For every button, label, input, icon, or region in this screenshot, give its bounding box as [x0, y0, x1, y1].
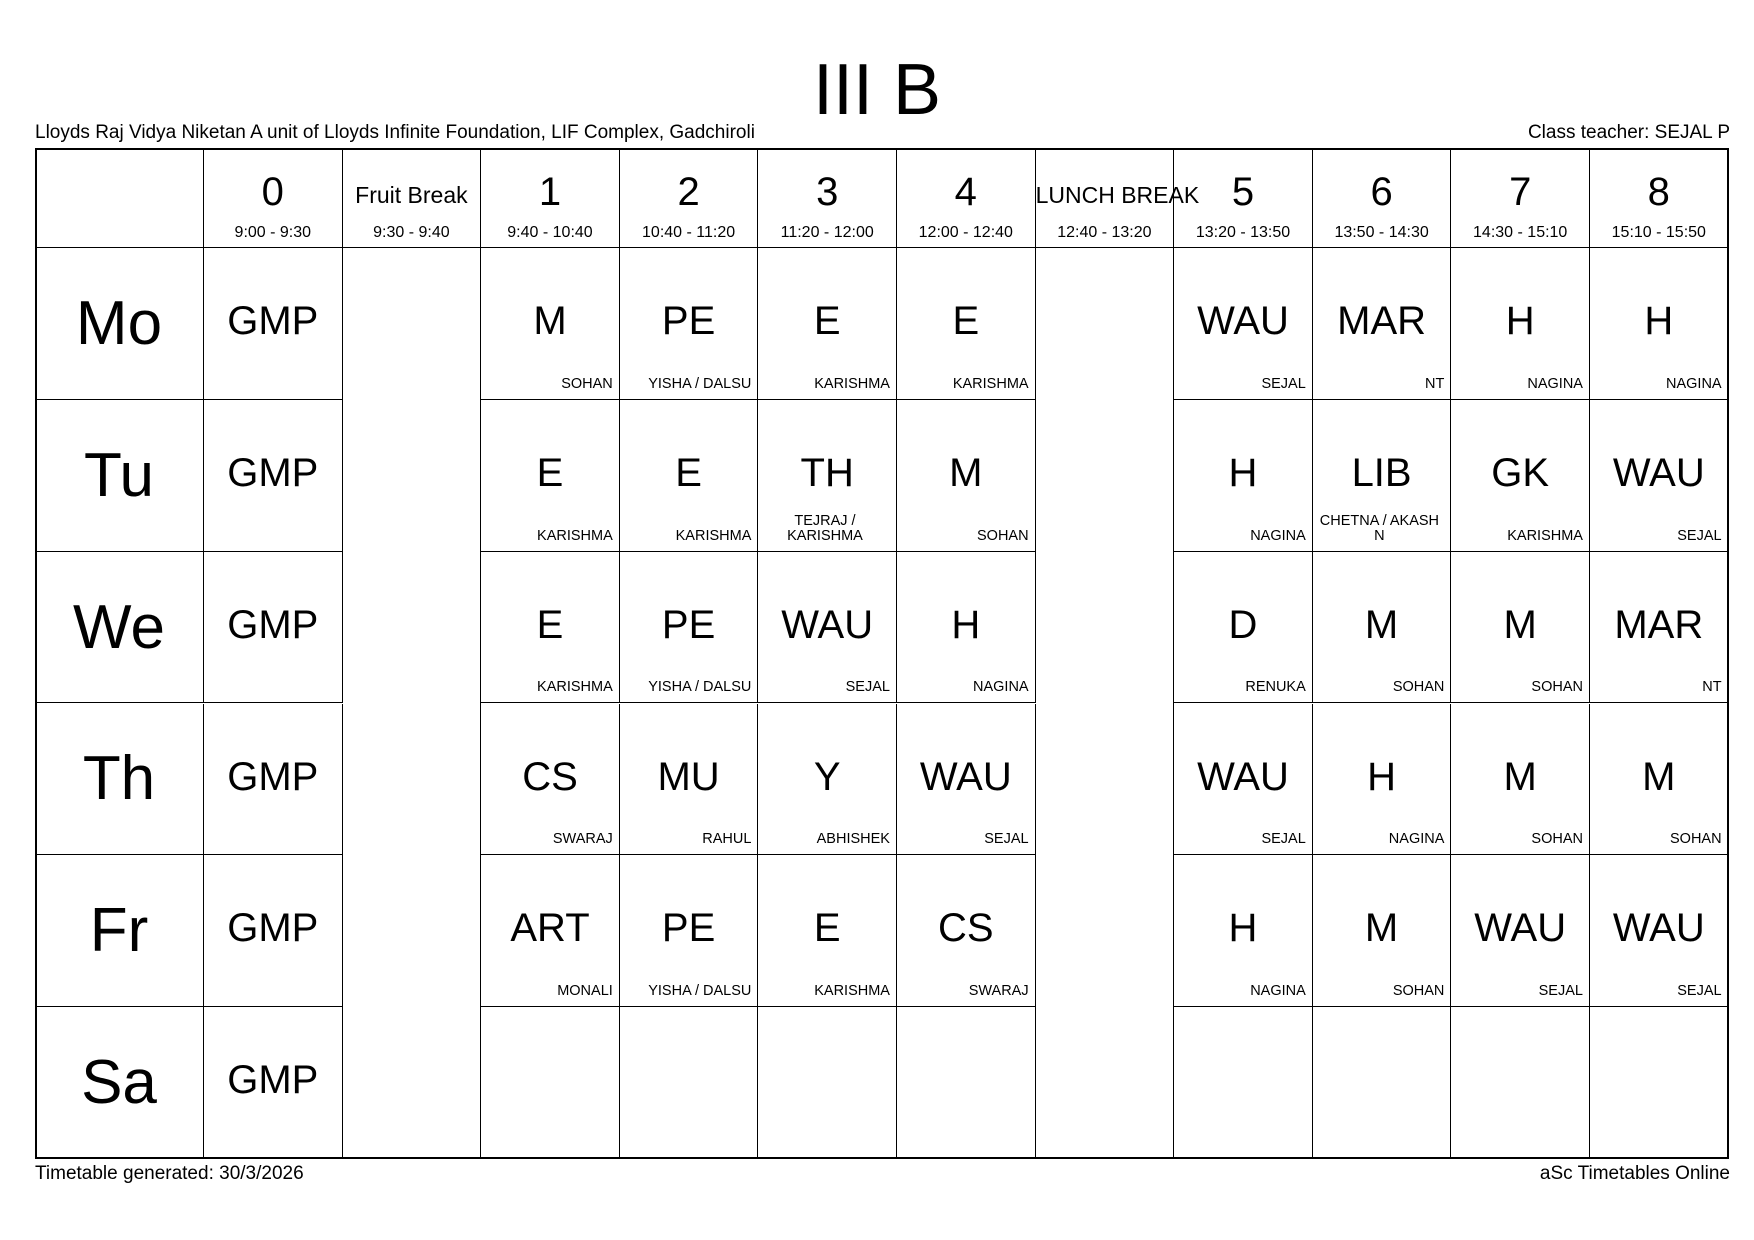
period-header — [1590, 148, 1729, 248]
period-header — [204, 148, 343, 248]
period-number: 7 — [1509, 170, 1532, 214]
subject: PE — [661, 906, 716, 951]
subject: GMP — [227, 1058, 319, 1103]
break-label: LUNCH BREAK — [1035, 182, 1200, 208]
lesson-cell — [1313, 552, 1452, 704]
teacher-name: NT — [1702, 679, 1722, 696]
lesson-cell — [1451, 704, 1590, 856]
subject: GMP — [227, 906, 319, 951]
teacher-name: RAHUL — [702, 831, 752, 848]
lesson-cell — [897, 704, 1036, 856]
subject: M — [1503, 754, 1537, 799]
teacher-name: RENUKA — [1245, 679, 1306, 696]
period-time: 14:30 - 15:10 — [1473, 224, 1568, 241]
subject: M — [949, 450, 983, 495]
day-label-cell — [35, 400, 204, 552]
teacher-name: ABHISHEK — [816, 831, 890, 848]
period-number: 2 — [677, 170, 700, 214]
subject: GMP — [227, 299, 319, 343]
lesson-cell — [1313, 400, 1452, 552]
lesson-cell — [1174, 855, 1313, 1007]
lesson-cell — [1451, 248, 1590, 400]
lesson-cell — [481, 400, 620, 552]
teacher-name: SEJAL — [1261, 831, 1306, 848]
lesson-cell — [758, 400, 897, 552]
teacher-name: NAGINA — [1250, 527, 1306, 544]
day-label: We — [73, 592, 165, 662]
subject: WAU — [919, 754, 1012, 799]
period-number: 3 — [816, 170, 839, 214]
teacher-name: NAGINA — [973, 679, 1029, 696]
period-number: 0 — [261, 170, 284, 214]
period-time: 12:00 - 12:40 — [918, 224, 1013, 241]
teacher-name: SEJAL — [984, 831, 1029, 848]
lesson-cell — [1174, 248, 1313, 400]
lesson-cell — [481, 552, 620, 704]
day-label-cell — [35, 552, 204, 704]
teacher-name: KARISHMA — [1507, 527, 1583, 544]
period-time: 9:30 - 9:40 — [373, 224, 450, 241]
page-title: III B — [812, 50, 942, 130]
lesson-cell — [1590, 400, 1729, 552]
teacher-name: MONALI — [557, 983, 613, 1000]
break-header — [1035, 148, 1200, 248]
teacher-name: NT — [1425, 375, 1445, 392]
subject: WAU — [1612, 450, 1705, 495]
subject: M — [1364, 906, 1399, 951]
break-column — [343, 248, 482, 1159]
timetable-grid — [35, 148, 1729, 1159]
teacher-name: SEJAL — [1538, 983, 1583, 1000]
period-time: 12:40 - 13:20 — [1057, 224, 1152, 241]
subject: E — [813, 906, 841, 951]
generated-date: Timetable generated: 30/3/2026 — [35, 1163, 304, 1184]
period-time: 15:10 - 15:50 — [1611, 224, 1706, 241]
break-header — [343, 148, 482, 248]
lesson-cell — [758, 1007, 897, 1159]
teacher-name: TEJRAJ / KARISHMA — [787, 512, 863, 544]
lesson-cell — [1174, 704, 1313, 856]
teacher-name: KARISHMA — [952, 375, 1029, 392]
period-header — [481, 148, 620, 248]
lesson-cell — [204, 248, 343, 400]
teacher-name: NAGINA — [1388, 831, 1445, 848]
subject: E — [536, 450, 564, 495]
teacher-name: KARISHMA — [814, 983, 890, 1000]
teacher-name: KARISHMA — [537, 679, 613, 696]
lesson-cell — [1590, 248, 1729, 400]
lesson-cell — [620, 552, 759, 704]
subject: H — [1228, 450, 1258, 495]
subject: WAU — [1474, 906, 1567, 951]
subject: H — [1228, 906, 1258, 951]
subject: GMP — [227, 450, 319, 495]
subject: H — [1505, 299, 1535, 343]
lesson-cell — [1174, 400, 1313, 552]
teacher-name: YISHA / DALSU — [648, 375, 752, 392]
subject: WAU — [1197, 754, 1289, 799]
subject: MU — [657, 754, 720, 799]
teacher-name: CHETNA / AKASH N — [1319, 512, 1440, 544]
period-header — [1174, 148, 1313, 248]
subject: H — [1367, 754, 1397, 799]
period-time: 9:00 - 9:30 — [234, 224, 312, 241]
lesson-cell — [758, 704, 897, 856]
period-time: 11:20 - 12:00 — [780, 224, 874, 241]
lesson-cell — [620, 855, 759, 1007]
teacher-name: YISHA / DALSU — [648, 679, 752, 696]
teacher-name: NAGINA — [1666, 375, 1722, 392]
subject: GMP — [227, 602, 319, 647]
lesson-cell — [1174, 552, 1313, 704]
lesson-cell — [1313, 704, 1452, 856]
period-header — [620, 148, 759, 248]
lesson-cell — [897, 552, 1036, 704]
day-label-cell — [35, 1007, 204, 1159]
teacher-name: NAGINA — [1527, 375, 1583, 392]
teacher-name: SOHAN — [561, 375, 613, 392]
teacher-name: SOHAN — [1392, 983, 1445, 1000]
lesson-cell — [1313, 1007, 1452, 1159]
lesson-cell — [1313, 855, 1452, 1007]
teacher-name: SOHAN — [977, 527, 1029, 544]
period-number: 8 — [1647, 170, 1670, 214]
lesson-cell — [1451, 1007, 1590, 1159]
period-header — [1451, 148, 1590, 248]
period-number: 1 — [538, 170, 562, 214]
lesson-cell — [1590, 855, 1729, 1007]
lesson-cell — [204, 855, 343, 1007]
day-label: Sa — [81, 1048, 157, 1118]
lesson-cell — [620, 1007, 759, 1159]
lesson-cell — [897, 855, 1036, 1007]
lesson-cell — [1451, 400, 1590, 552]
day-label: Fr — [89, 896, 149, 966]
subject: ART — [510, 906, 590, 951]
subject: M — [1364, 602, 1399, 647]
period-number: 6 — [1370, 170, 1393, 214]
period-header — [897, 148, 1036, 248]
lesson-cell — [897, 400, 1036, 552]
lesson-cell — [758, 248, 897, 400]
teacher-name: SEJAL — [1677, 527, 1722, 544]
period-header — [1313, 148, 1452, 248]
lesson-cell — [204, 1007, 343, 1159]
subject: MAR — [1337, 299, 1427, 343]
subject: WAU — [1612, 906, 1705, 951]
lesson-cell — [620, 704, 759, 856]
lesson-cell — [481, 855, 620, 1007]
lesson-cell — [1451, 552, 1590, 704]
lesson-cell — [204, 400, 343, 552]
subject: LIB — [1351, 450, 1412, 495]
lesson-cell — [620, 248, 759, 400]
teacher-name: SEJAL — [1677, 983, 1722, 1000]
period-time: 13:50 - 14:30 — [1334, 224, 1429, 241]
lesson-cell — [1313, 248, 1452, 400]
period-header — [758, 148, 897, 248]
subject: D — [1228, 602, 1258, 647]
lesson-cell — [1174, 1007, 1313, 1159]
teacher-name: KARISHMA — [675, 527, 752, 544]
day-label: Mo — [75, 288, 163, 358]
subject: PE — [661, 299, 716, 343]
lesson-cell — [1590, 704, 1729, 856]
subject: TH — [800, 450, 854, 495]
subject: E — [536, 602, 564, 647]
teacher-name: KARISHMA — [814, 375, 890, 392]
lesson-cell — [897, 248, 1036, 400]
subject: E — [952, 299, 980, 343]
period-number: 4 — [954, 170, 977, 214]
lesson-cell — [1590, 552, 1729, 704]
lesson-cell — [204, 552, 343, 704]
lesson-cell — [1451, 855, 1590, 1007]
lesson-cell — [481, 704, 620, 856]
lesson-cell — [204, 704, 343, 856]
subject: H — [1644, 299, 1674, 343]
lesson-cell — [758, 855, 897, 1007]
software-credit: aSc Timetables Online — [1539, 1163, 1730, 1184]
subject: Y — [813, 754, 841, 799]
subject: M — [1642, 754, 1676, 799]
school-name: Lloyds Raj Vidya Niketan A unit of Lloyds Infinite Foundation, LIF Complex, Gadchiroli — [35, 122, 755, 143]
lesson-cell — [481, 248, 620, 400]
subject: WAU — [781, 602, 874, 647]
day-label: Th — [82, 744, 156, 814]
break-label: Fruit Break — [355, 182, 468, 208]
period-time: 10:40 - 11:20 — [642, 224, 736, 241]
day-label-cell — [35, 248, 204, 400]
class-teacher: Class teacher: SEJAL P — [1527, 122, 1730, 143]
period-time: 13:20 - 13:50 — [1195, 224, 1291, 241]
period-time: 9:40 - 10:40 — [507, 224, 593, 241]
lesson-cell — [758, 552, 897, 704]
subject: GMP — [227, 754, 319, 799]
subject: GK — [1491, 450, 1550, 495]
lesson-cell — [1590, 1007, 1729, 1159]
teacher-name: SOHAN — [1670, 831, 1722, 848]
period-number: 5 — [1231, 170, 1255, 214]
subject: WAU — [1197, 299, 1289, 343]
teacher-name: SOHAN — [1531, 679, 1583, 696]
subject: MAR — [1614, 602, 1704, 647]
teacher-name: SOHAN — [1531, 831, 1583, 848]
break-column — [1036, 248, 1175, 1159]
teacher-name: SWARAJ — [968, 983, 1029, 1000]
subject: E — [813, 299, 841, 343]
teacher-name: NAGINA — [1250, 983, 1306, 1000]
subject: M — [1503, 602, 1537, 647]
subject: E — [675, 450, 702, 495]
subject: PE — [661, 602, 716, 647]
subject: CS — [938, 906, 994, 951]
lesson-cell — [620, 400, 759, 552]
teacher-name: SWARAJ — [552, 831, 613, 848]
teacher-name: SEJAL — [1261, 375, 1306, 392]
lesson-cell — [897, 1007, 1036, 1159]
day-label: Tu — [83, 440, 155, 510]
teacher-name: SEJAL — [845, 679, 890, 696]
subject: M — [533, 299, 567, 343]
teacher-name: KARISHMA — [537, 527, 613, 544]
subject: H — [951, 602, 981, 647]
teacher-name: SOHAN — [1392, 679, 1445, 696]
lesson-cell — [481, 1007, 620, 1159]
subject: CS — [522, 754, 578, 799]
day-label-cell — [35, 704, 204, 856]
day-label-cell — [35, 855, 204, 1007]
teacher-name: YISHA / DALSU — [648, 983, 752, 1000]
corner-cell — [35, 148, 204, 248]
